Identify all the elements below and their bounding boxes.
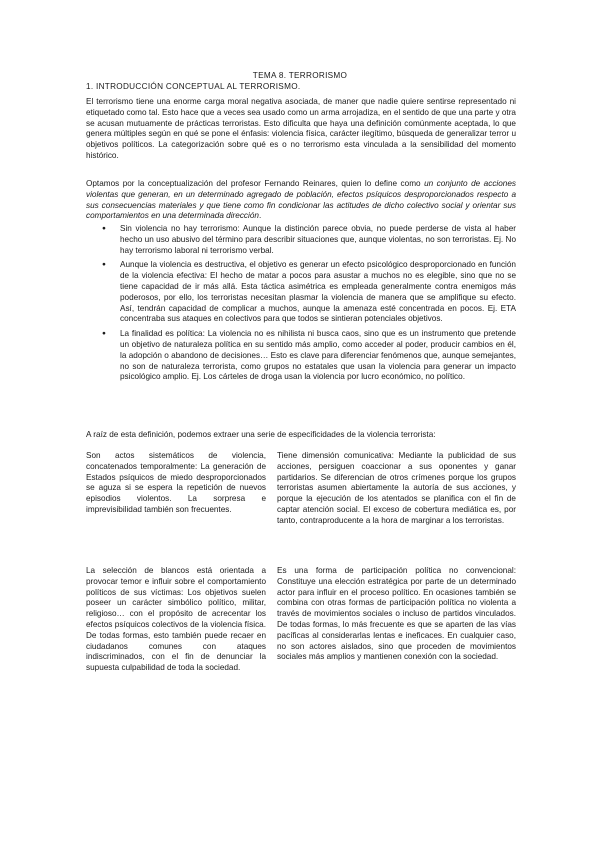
- definition-intro: Optamos por la conceptualización del profesor Fernando Reinares, quien lo define como: [86, 179, 425, 188]
- definition-end: .: [258, 211, 262, 221]
- column-target-selection: La selección de blancos está orientada a provocar temor e influir sobre el comportamiento políticos de sus víctimas: Los objetivos suelen poseer un carácter simbólico político, militar, religioso… con el propósito de acrecentar los efectos psíquicos colectivos de la violencia física. De todas formas, esto también puede recaer en ciudadanos comunes con ataques indiscriminados, con el fin de denunciar la supuesta culpabilidad de toda la sociedad.: [86, 566, 266, 673]
- list-item: ● Sin violencia no hay terrorismo: Aunque la distinción parece obvia, no puede perderse de vista al haber hecho un uso abusivo del término para describir situaciones que, aunque violentas, no son terroristas. Ej. No hay terrorismo laboral ni terrorismo verbal.: [100, 224, 516, 256]
- specificities-intro: A raíz de esta definición, podemos extraer una serie de especificidades de la violencia terrorista:: [86, 430, 436, 439]
- list-item: ● La finalidad es política: La violencia no es nihilista ni busca caos, sino que es un instrumento que pretende un objetivo de naturaleza política en su sentido más amplio, como acceder al poder, producir cambios en él, la adopción o abandono de decisiones… Esto es clave para diferenciar fenómenos que, aunque semejantes, no son de naturaleza terrorista, como grupos no estatales que usan la violencia para generar un impacto psicológico amplio. Ej. Los cárteles de droga usan la violencia por lucro económico, no político.: [100, 329, 516, 383]
- column-systematic-acts: Son actos sistemáticos de violencia, concatenados temporalmente: La generación de Estados psíquicos de miedo desproporcionados se aguza si se espera la repetición de nuevos episodios violentos. La sorpresa e imprevisibilidad también son frecuentes.: [86, 451, 266, 514]
- column-political-participation: Es una forma de participación política no convencional: Constituye una elección estratégica por parte de un determinado actor para influir en el proceso político. En ocasiones también se combina con otras formas de participación política no violenta a través de movimientos sociales o incluso de partidos vinculados. De todas formas, lo más frecuente es que se aparten de las vías pacíficas al considerarlas lentas e ineficaces. En cualquier caso, no son actores aislados, sino que proceden de movimientos sociales más amplios y mantienen conexión con la sociedad.: [277, 566, 516, 662]
- column-communicative-dimension: Tiene dimensión comunicativa: Mediante la publicidad de sus acciones, persiguen coaccionar a sus oponentes y ganar partidarios. Se diferencian de otros crímenes porque los grupos terroristas asumen abiertamente la autoría de sus acciones, y porque la ejecución de los atentados se planifica con el fin de captar atención social. El exceso de cobertura mediática es, por tanto, contraproducente a la hora de marginar a los terroristas.: [277, 451, 516, 525]
- definition-paragraph: [86, 179, 516, 222]
- document-title: TEMA 8. TERRORISMO: [252, 71, 348, 80]
- definition-quote: un conjunto de acciones violentas que generan, en un determinado agregado de población, efectos psíquicos desproporcionados respecto a sus consecuencias materiales y que tiene como fin condicionar las actitudes de dicho colectivo social y orientar sus comportamientos en una determinada dirección: [86, 179, 516, 221]
- list-item: ● Aunque la violencia es destructiva, el objetivo es generar un efecto psicológico desproporcionado en función de la violencia efectiva: El hecho de matar a pocos para asustar a muchos no es elegible, sino que no se tiene capacidad de ir más allá. Esta táctica asimétrica es empleada generalmente contra enemigos más poderosos, por ello, los terroristas necesitan plasmar la violencia de manera que se amplifique su efecto. Así, tendrán capacidad de complicar a muchos, aunque la amenaza esté concentrada en pocos. Ej. ETA concentraba sus ataques en colectivos para que todos se sintieran potenciales objetivos.: [100, 260, 516, 325]
- section-heading: 1. INTRODUCCIÓN CONCEPTUAL AL TERRORISMO.: [86, 82, 301, 91]
- intro-paragraph: El terrorismo tiene una enorme carga moral negativa asociada, de maner que nadie quiere sentirse representado ni etiquetado como tal. Esto hace que a veces sea usado como un arma arrojadiza, en el sentido de que una parte y otra se acusan mutuamente de prácticas terroristas. Esto dificulta que haya una definición comúnmente aceptada, lo que genera múltiples según en qué se pone el énfasis: violencia física, carácter ilegítimo, búsqueda de generalizar terror u objetivos políticos. La categorización sobre qué es o no terrorismo esta vinculada a la sensibilidad del momento histórico.: [86, 97, 516, 160]
- characteristics-list: [100, 224, 516, 387]
